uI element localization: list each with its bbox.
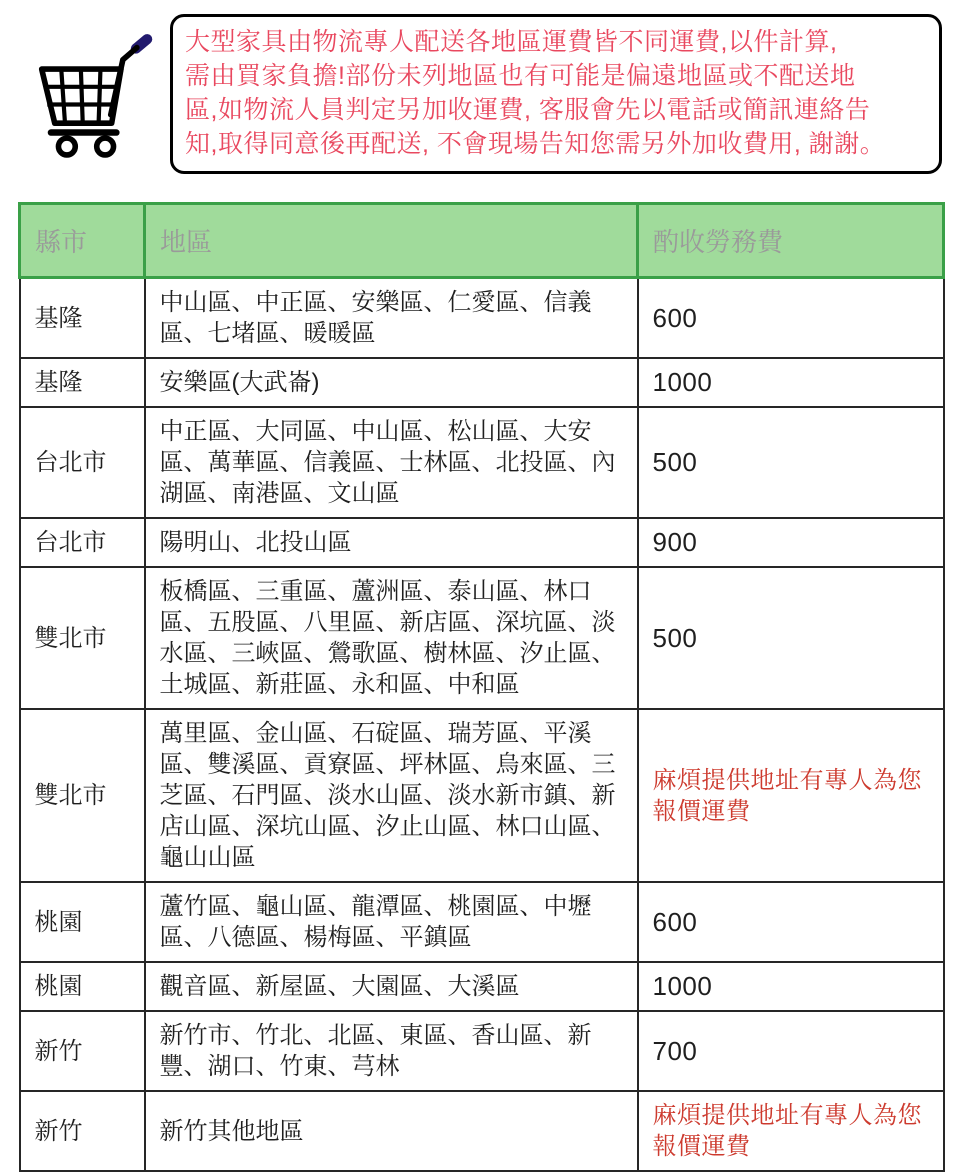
county-cell: 台北市 — [20, 518, 145, 567]
fee-cell: 麻煩提供地址有專人為您報價運費 — [638, 709, 944, 882]
table-row — [20, 567, 944, 709]
table-row — [20, 1091, 944, 1171]
notice-section — [0, 0, 960, 174]
shopping-cart-icon — [18, 14, 168, 168]
table-row — [20, 962, 944, 1011]
fee-cell: 600 — [638, 882, 944, 962]
table-row — [20, 278, 944, 359]
header-row — [20, 204, 944, 278]
county-cell: 新竹 — [20, 1091, 145, 1171]
district-cell: 中山區、中正區、安樂區、仁愛區、信義區、七堵區、暖暖區 — [145, 278, 638, 359]
notice-line: 區,如物流人員判定另加收運費, 客服會先以電話或簡訊連絡告 — [185, 96, 871, 124]
county-cell: 雙北市 — [20, 709, 145, 882]
district-cell: 蘆竹區、龜山區、龍潭區、桃園區、中壢區、八德區、楊梅區、平鎮區 — [145, 882, 638, 962]
district-cell: 萬里區、金山區、石碇區、瑞芳區、平溪區、雙溪區、貢寮區、坪林區、烏來區、三芝區、石門區、淡水山區、淡水新市鎮、新店山區、深坑山區、汐止山區、林口山區、龜山山區 — [145, 709, 638, 882]
table-row — [20, 882, 944, 962]
district-cell: 觀音區、新屋區、大園區、大溪區 — [145, 962, 638, 1011]
table-row — [20, 709, 944, 882]
district-cell: 陽明山、北投山區 — [145, 518, 638, 567]
county-cell: 基隆 — [20, 278, 145, 359]
table-body — [20, 278, 944, 1172]
table-row — [20, 358, 944, 407]
notice-line: 需由買家負擔!部份未列地區也有可能是偏遠地區或不配送地 — [185, 62, 856, 90]
col-header-district: 地區 — [145, 204, 638, 278]
fee-cell: 1000 — [638, 358, 944, 407]
table-row — [20, 518, 944, 567]
notice-text — [185, 25, 927, 161]
col-header-fee: 酌收勞務費 — [638, 204, 944, 278]
col-header-county: 縣市 — [20, 204, 145, 278]
county-cell: 桃園 — [20, 882, 145, 962]
table-header — [20, 204, 944, 278]
fee-cell: 700 — [638, 1011, 944, 1091]
fee-cell: 600 — [638, 278, 944, 359]
county-cell: 新竹 — [20, 1011, 145, 1091]
fee-cell: 500 — [638, 407, 944, 518]
county-cell: 台北市 — [20, 407, 145, 518]
table-row — [20, 1011, 944, 1091]
county-cell: 桃園 — [20, 962, 145, 1011]
county-cell: 雙北市 — [20, 567, 145, 709]
notice-line: 大型家具由物流專人配送各地區運費皆不同運費,以件計算, — [185, 28, 838, 56]
district-cell: 安樂區(大武崙) — [145, 358, 638, 407]
shopping-cart-icon-svg — [23, 28, 163, 168]
notice-line: 知,取得同意後再配送, 不會現場告知您需另外加收費用, 謝謝。 — [185, 130, 886, 158]
table-row — [20, 407, 944, 518]
district-cell: 板橋區、三重區、蘆洲區、泰山區、林口區、五股區、八里區、新店區、深坑區、淡水區、三峽區、鶯歌區、樹林區、汐止區、土城區、新莊區、永和區、中和區 — [145, 567, 638, 709]
shipping-fee-table — [18, 202, 945, 1172]
shipping-notice-box — [170, 14, 942, 174]
district-cell: 新竹市、竹北、北區、東區、香山區、新豐、湖口、竹東、芎林 — [145, 1011, 638, 1091]
fee-cell: 900 — [638, 518, 944, 567]
fee-cell: 500 — [638, 567, 944, 709]
fee-cell: 1000 — [638, 962, 944, 1011]
fee-cell: 麻煩提供地址有專人為您報價運費 — [638, 1091, 944, 1171]
district-cell: 中正區、大同區、中山區、松山區、大安區、萬華區、信義區、士林區、北投區、內湖區、南港區、文山區 — [145, 407, 638, 518]
district-cell: 新竹其他地區 — [145, 1091, 638, 1171]
county-cell: 基隆 — [20, 358, 145, 407]
